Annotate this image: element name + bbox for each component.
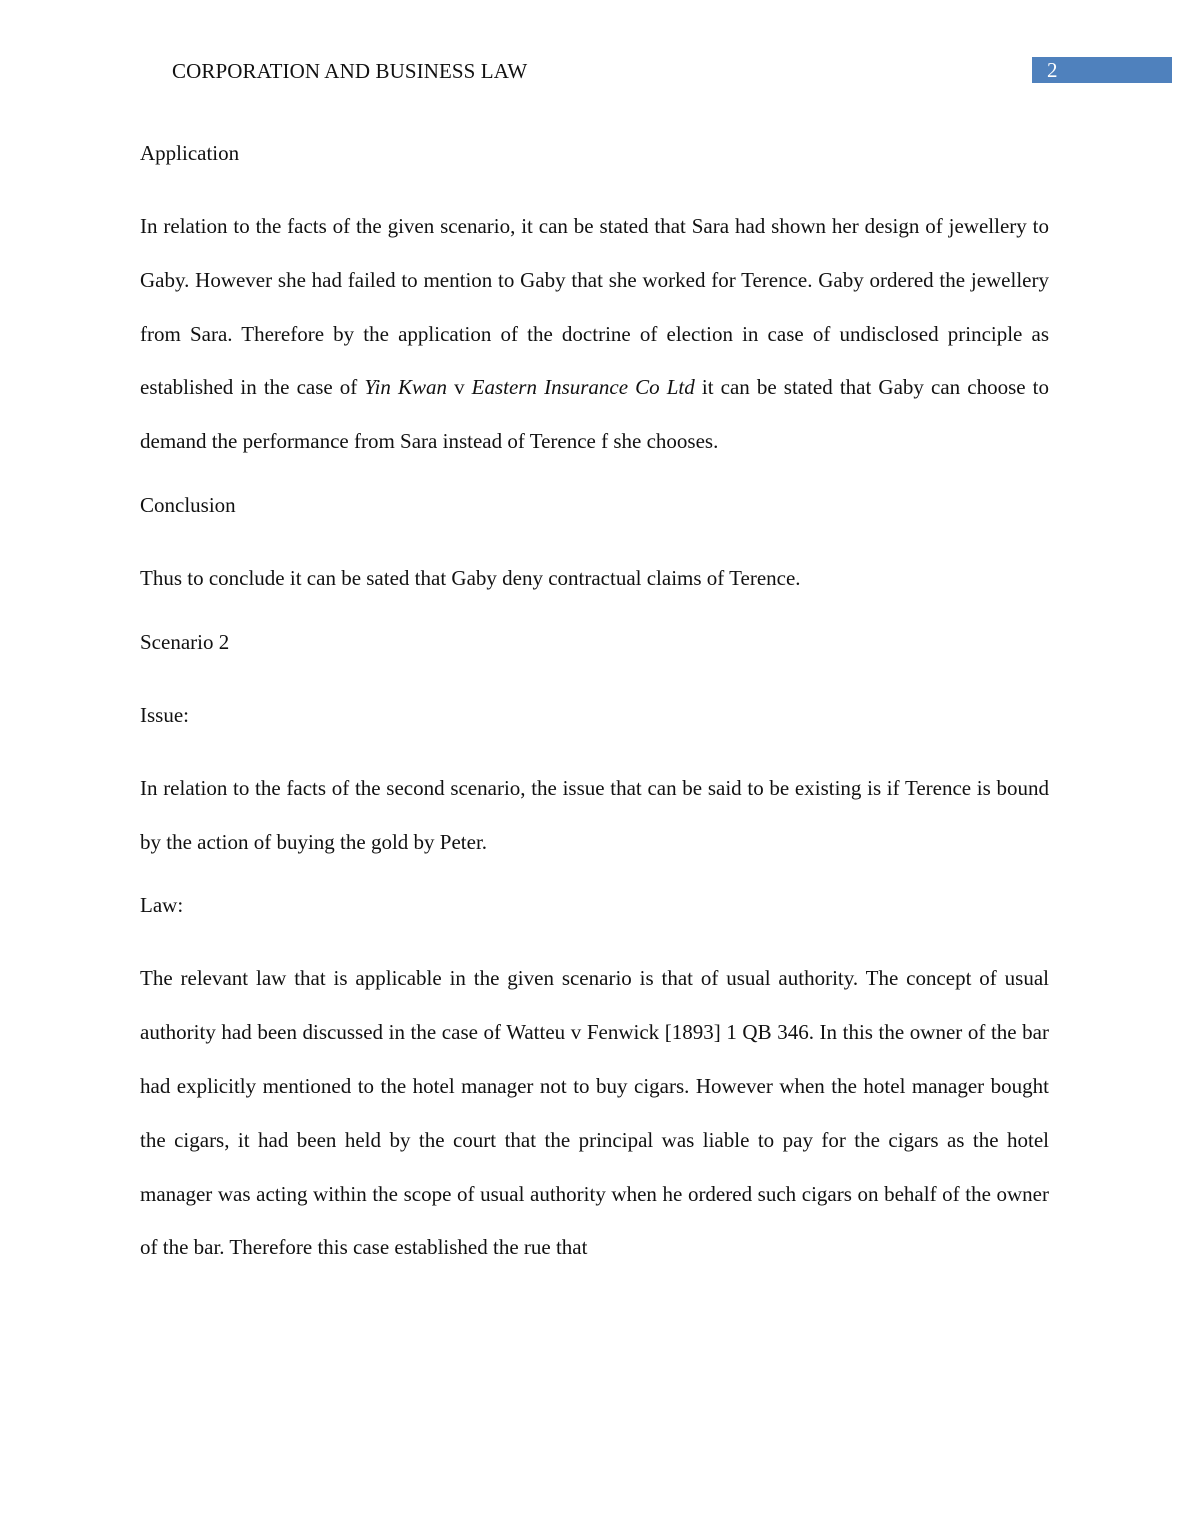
conclusion-paragraph: Thus to conclude it can be sated that Gaby deny contractual claims of Terence. — [140, 565, 801, 590]
document-body — [140, 136, 1049, 1303]
case-versus: v — [446, 375, 472, 400]
page-number: 2 — [1032, 57, 1172, 83]
law-heading: Law: — [140, 893, 184, 918]
law-paragraph: The relevant law that is applicable in the given scenario is that of usual authority. The concept of usual authority had been discussed in the case of Watteu v Fenwick [1893] 1 QB 346. In this the owner of the bar had explicitly mentioned to the hotel manager not to buy cigars. However when the hotel manager bought the cigars, it had been held by the court that the principal was liable to pay for the cigars as the hotel manager was acting within the scope of usual authority when he ordered such cigars on behalf of the owner of the bar. Therefore this case established the rue that — [140, 966, 1049, 1260]
case-party-2: Eastern Insurance Co Ltd — [471, 375, 695, 400]
issue-heading: Issue: — [140, 702, 189, 727]
scenario-2-heading: Scenario 2 — [140, 629, 230, 654]
conclusion-heading: Conclusion — [140, 492, 236, 517]
application-text-part-1: In relation to the facts of the given scenario, it can be stated that Sara had shown her design of jewellery to Gaby. However she had failed to mention to Gaby that she worked for Terence. Gaby ordered the jewellery from Sara. Therefore by the application of the doctrine of election in case of undisclosed principle as established in the case of — [140, 214, 1049, 400]
application-text-part-2: it can be stated that Gaby can choose to demand the performance from Sara instead of Terence f she chooses. — [140, 375, 1049, 454]
case-party-1: Yin Kwan — [364, 375, 447, 400]
running-header-title: CORPORATION AND BUSINESS LAW — [172, 59, 528, 83]
issue-paragraph: In relation to the facts of the second scenario, the issue that can be said to be existing is if Terence is bound by the action of buying the gold by Peter. — [140, 775, 1049, 854]
application-heading: Application — [140, 141, 240, 165]
application-paragraph — [140, 200, 1049, 469]
